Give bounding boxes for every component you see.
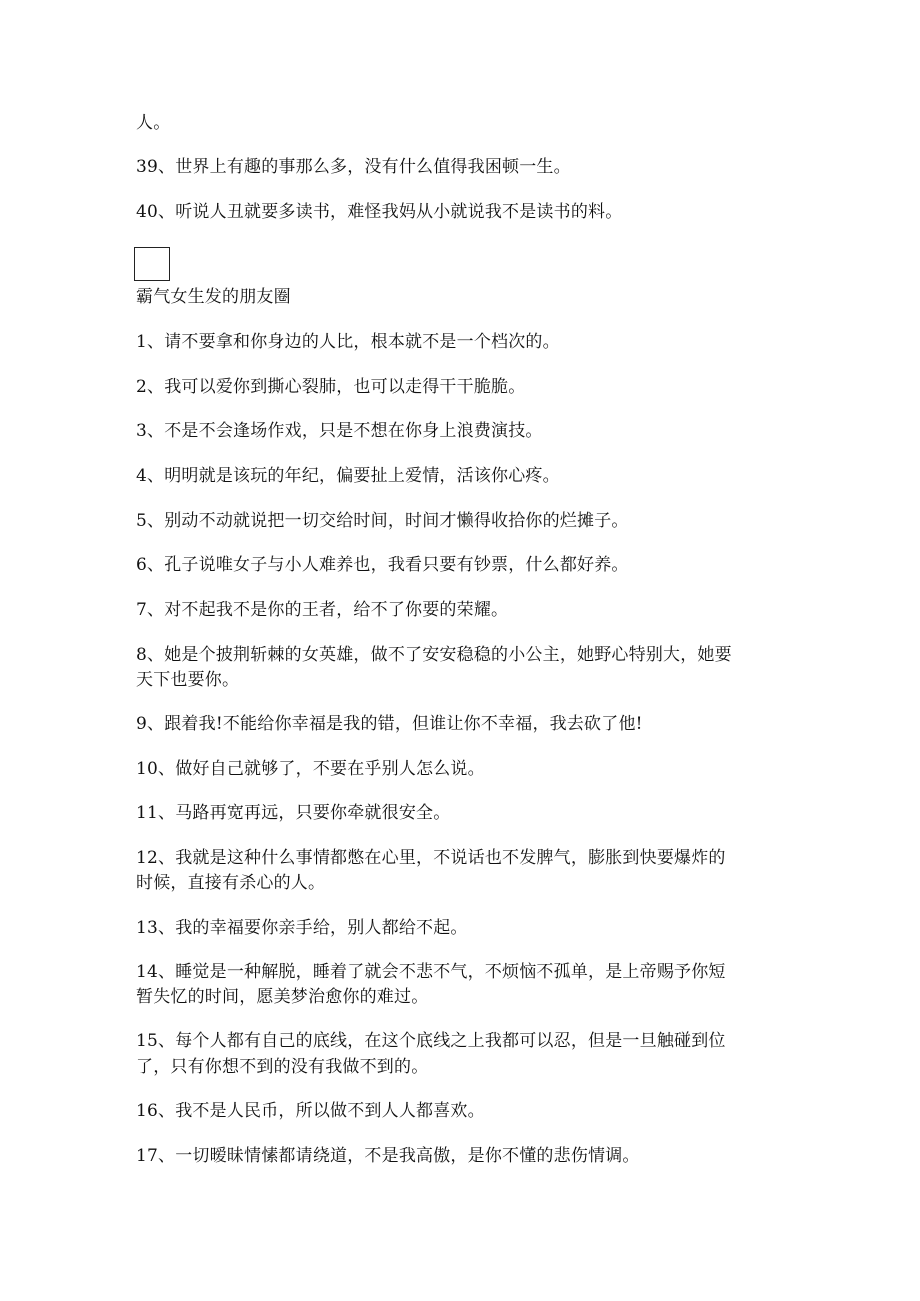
text-line: 40、听说人丑就要多读书，难怪我妈从小就说我不是读书的料。 bbox=[136, 202, 623, 222]
list-item-continuation: 天下也要你。 bbox=[136, 670, 240, 690]
list-item: 8、她是个披荆斩棘的女英雄，做不了安安稳稳的小公主，她野心特别大，她要 bbox=[136, 645, 732, 665]
list-item: 17、一切暧昧情愫都请绕道，不是我高傲，是你不懂的悲伤情调。 bbox=[136, 1146, 640, 1166]
list-item: 15、每个人都有自己的底线，在这个底线之上我都可以忍，但是一旦触碰到位 bbox=[136, 1031, 726, 1051]
list-item: 11、马路再宽再远，只要你牵就很安全。 bbox=[136, 803, 451, 823]
list-item: 9、跟着我!不能给你幸福是我的错，但谁让你不幸福，我去砍了他! bbox=[136, 714, 643, 734]
section-heading: 霸气女生发的朋友圈 bbox=[136, 287, 291, 307]
list-item: 3、不是不会逢场作戏，只是不想在你身上浪费演技。 bbox=[136, 421, 543, 441]
list-item: 12、我就是这种什么事情都憋在心里，不说话也不发脾气，膨胀到快要爆炸的 bbox=[136, 848, 726, 868]
list-item: 6、孔子说唯女子与小人难养也，我看只要有钞票，什么都好养。 bbox=[136, 555, 629, 575]
list-item: 16、我不是人民币，所以做不到人人都喜欢。 bbox=[136, 1101, 485, 1121]
text-line: 39、世界上有趣的事那么多，没有什么值得我困顿一生。 bbox=[136, 157, 571, 177]
list-item: 10、做好自己就够了，不要在乎别人怎么说。 bbox=[136, 759, 485, 779]
list-item: 2、我可以爱你到撕心裂肺，也可以走得干干脆脆。 bbox=[136, 377, 526, 397]
list-item: 4、明明就是该玩的年纪，偏要扯上爱情，活该你心疼。 bbox=[136, 466, 560, 486]
list-item: 7、对不起我不是你的王者，给不了你要的荣耀。 bbox=[136, 600, 509, 620]
list-item-continuation: 时候，直接有杀心的人。 bbox=[136, 873, 326, 893]
list-item-continuation: 暂失忆的时间，愿美梦治愈你的难过。 bbox=[136, 987, 429, 1007]
list-item: 5、别动不动就说把一切交给时间，时间才懒得收拾你的烂摊子。 bbox=[136, 511, 629, 531]
list-item-continuation: 了，只有你想不到的没有我做不到的。 bbox=[136, 1057, 429, 1077]
list-item: 13、我的幸福要你亲手给，别人都给不起。 bbox=[136, 918, 468, 938]
empty-box-icon bbox=[134, 247, 170, 281]
text-line: 人。 bbox=[136, 113, 171, 133]
list-item: 1、请不要拿和你身边的人比，根本就不是一个档次的。 bbox=[136, 332, 560, 352]
list-item: 14、睡觉是一种解脱，睡着了就会不悲不气，不烦恼不孤单，是上帝赐予你短 bbox=[136, 962, 726, 982]
